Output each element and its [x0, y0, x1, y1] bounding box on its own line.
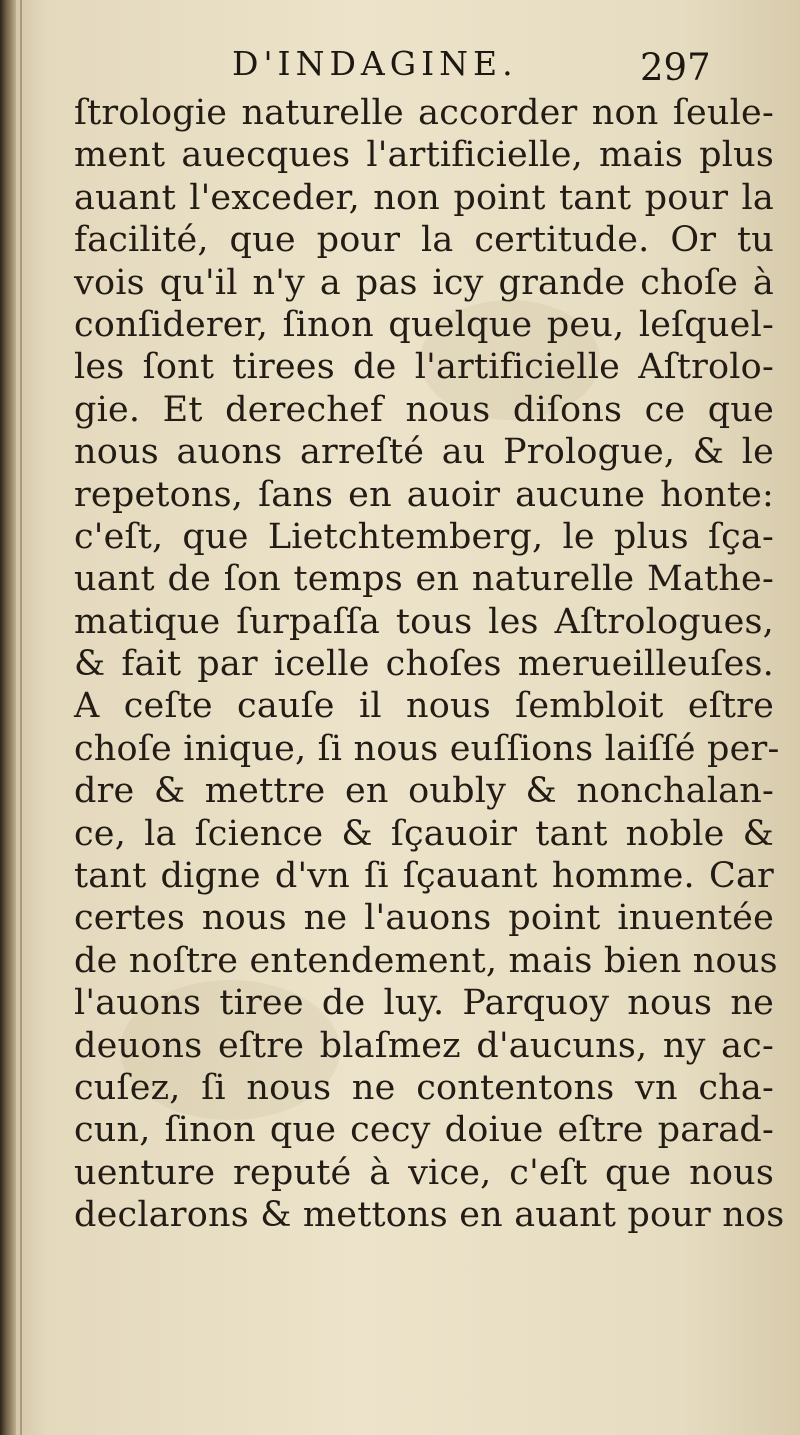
page-number: 297	[640, 46, 711, 89]
text-line: repetons, ſans en auoir aucune honte:	[74, 474, 774, 515]
text-line: c'eſt, que Lietchtemberg, le plus ſça-	[74, 516, 774, 557]
text-line: declarons & mettons en auant pour nos	[74, 1195, 785, 1236]
text-line: tant digne d'vn ſi ſçauant homme. Car	[74, 856, 774, 897]
text-line: vois qu'il n'y a pas icy grande choſe à	[74, 262, 774, 303]
body-text	[74, 92, 785, 1237]
text-line: conſiderer, ſinon quelque peu, leſquel-	[74, 304, 774, 345]
text-line: dre & mettre en oubly & nonchalan-	[74, 771, 774, 812]
text-line: de noſtre entendement, mais bien nous	[74, 940, 778, 981]
text-line: l'auons tiree de luy. Parquoy nous ne	[74, 983, 774, 1024]
text-line: deuons eſtre blaſmez d'aucuns, ny ac-	[74, 1025, 774, 1066]
text-line: uant de ſon temps en naturelle Mathe-	[74, 559, 774, 600]
text-line: cuſez, ſi nous ne contentons vn cha-	[74, 1067, 774, 1108]
text-line: A ceſte cauſe il nous ſembloit eſtre	[74, 686, 774, 727]
text-line: uenture reputé à vice, c'eſt que nous	[74, 1152, 774, 1193]
text-line: facilité, que pour la certitude. Or tu	[74, 220, 774, 261]
text-line: certes nous ne l'auons point inuentée	[74, 898, 774, 939]
text-line: gie. Et derechef nous diſons ce que	[74, 389, 774, 430]
gutter-shadow-line	[20, 0, 22, 1435]
text-line: nous auons arreſté au Prologue, & le	[74, 432, 774, 473]
text-line: ce, la ſcience & ſçauoir tant noble &	[74, 813, 774, 854]
text-line: auant l'exceder, non point tant pour la	[74, 177, 774, 218]
running-head: D'INDAGINE.	[232, 44, 518, 83]
text-line: ment auecques l'artificielle, mais plus	[74, 135, 774, 176]
text-line: les ſont tirees de l'artificielle Aſtrolo-	[74, 347, 774, 388]
text-line: matique ſurpaſſa tous les Aſtrologues,	[74, 601, 774, 642]
text-line: & fait par icelle choſes merueilleuſes.	[74, 644, 774, 685]
text-line: choſe inique, ſi nous euſſions laiſſé per-	[74, 728, 780, 769]
book-gutter	[0, 0, 16, 1435]
text-line: cun, ſinon que cecy doiue eſtre parad-	[74, 1110, 774, 1151]
text-line: ſtrologie naturelle accorder non ſeule-	[74, 93, 774, 133]
